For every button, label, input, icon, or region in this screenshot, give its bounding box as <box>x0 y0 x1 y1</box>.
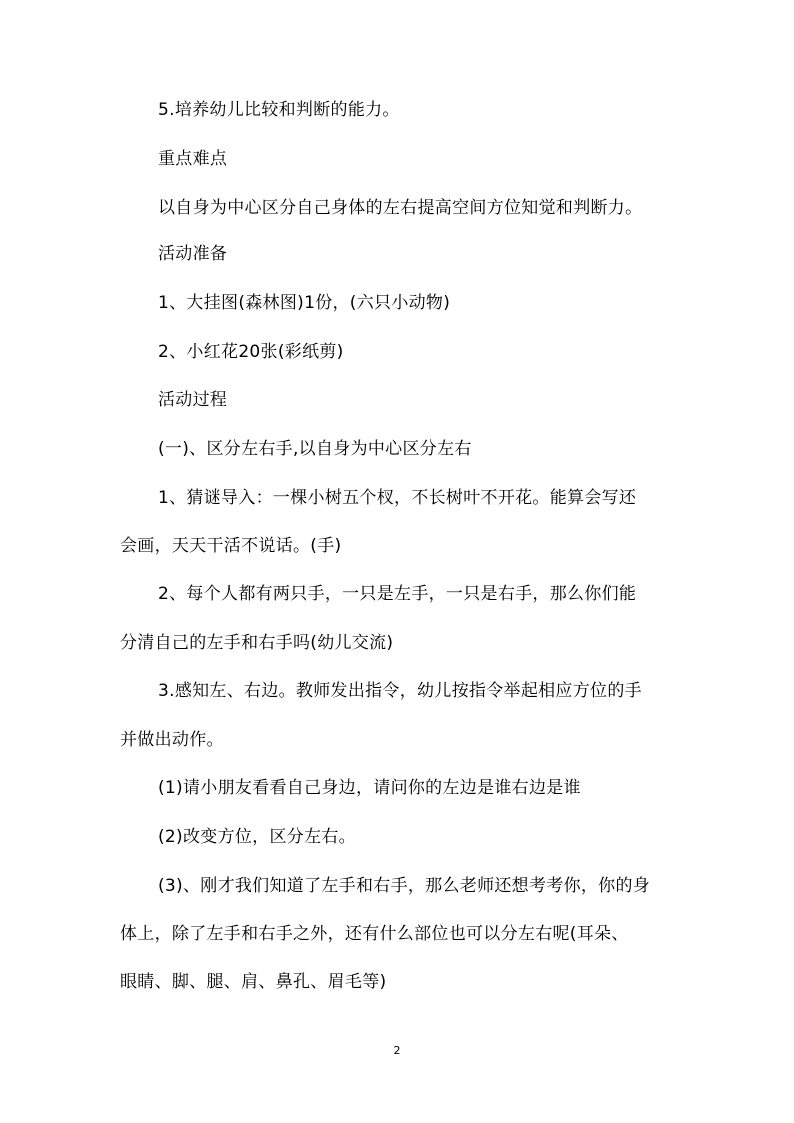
paragraph-line: (1)请小朋友看看自己身边，请问你的左边是谁右边是谁 <box>158 778 581 798</box>
paragraph-line: (2)改变方位，区分左右。 <box>158 827 356 847</box>
paragraph-line: 1、猜谜导入：一棵小树五个杈，不长树叶不开花。能算会写还 <box>158 488 637 508</box>
paragraph-line: (3)、刚才我们知道了左手和右手，那么老师还想考考你，你的身 <box>158 876 651 896</box>
paragraph-line: 眼睛、脚、腿、肩、鼻孔、眉毛等) <box>120 972 387 992</box>
paragraph-line: 1、大挂图(森林图)1份，(六只小动物) <box>158 293 451 313</box>
paragraph-line: 会画，天天干活不说话。(手) <box>120 536 342 556</box>
paragraph-line: 5.培养幼儿比较和判断的能力。 <box>158 100 400 120</box>
section-heading: 重点难点 <box>158 149 228 169</box>
paragraph-line: 体上，除了左手和右手之外，还有什么部位也可以分左右呢(耳朵、 <box>120 924 629 944</box>
paragraph-line: 以自身为中心区分自己身体的左右提高空间方位知觉和判断力。 <box>158 198 643 218</box>
paragraph-line: 3.感知左、右边。教师发出指令，幼儿按指令举起相应方位的手 <box>158 681 642 701</box>
section-heading: 活动准备 <box>158 244 228 264</box>
paragraph-line: 2、小红花20张(彩纸剪) <box>158 342 344 362</box>
paragraph-line: 并做出动作。 <box>120 730 224 750</box>
paragraph-line: (一)、区分左右手,以自身为中心区分左右 <box>158 439 472 459</box>
section-heading: 活动过程 <box>158 390 228 410</box>
paragraph-line: 分清自己的左手和右手吗(幼儿交流) <box>120 633 394 653</box>
paragraph-line: 2、每个人都有两只手，一只是左手，一只是右手，那么你们能 <box>158 584 637 604</box>
page-number: 2 <box>393 1044 401 1057</box>
